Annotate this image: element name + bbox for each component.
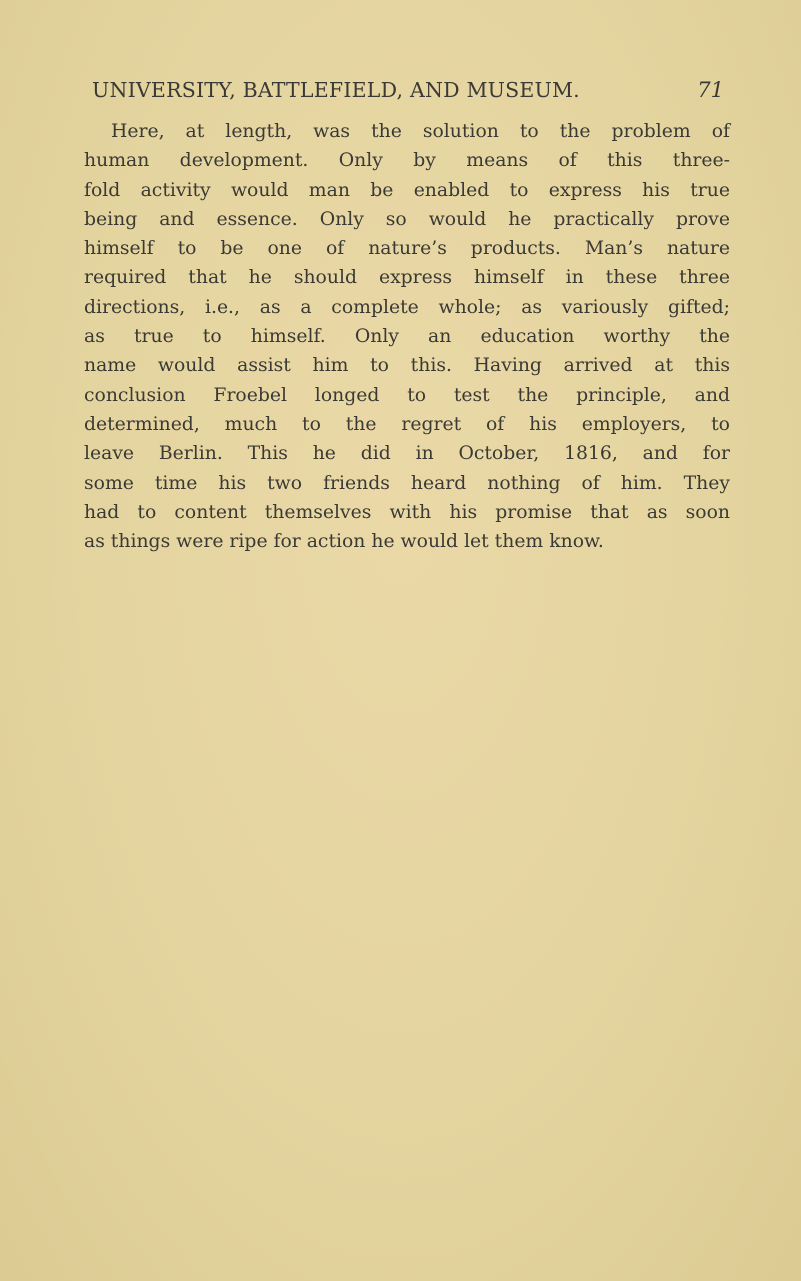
text-line: had to content themselves with his promise that as soon [84, 501, 730, 523]
running-head [92, 78, 724, 110]
page-number: 71 [697, 78, 724, 102]
text-line: human development. Only by means of this three- [84, 150, 730, 172]
text-line: as true to himself. Only an education worthy the [84, 326, 730, 348]
text-line: some time his two friends heard nothing of him. They [84, 472, 730, 494]
paragraph [84, 117, 730, 556]
text-line: himself to be one of nature’s products. Man’s nature [84, 238, 730, 260]
text-line: fold activity would man be enabled to express his true [84, 179, 730, 201]
text-line: as things were ripe for action he would let them know. [84, 531, 604, 553]
text-line: leave Berlin. This he did in October, 1816, and for [84, 443, 730, 465]
text-line: being and essence. Only so would he practically prove [84, 208, 730, 230]
text-line: conclusion Froebel longed to test the principle, and [84, 384, 730, 406]
text-line: determined, much to the regret of his employers, to [84, 413, 730, 435]
text-line: directions, i.e., as a complete whole; as variously gifted; [84, 296, 730, 318]
text-line: Here, at length, was the solution to the problem of [111, 121, 730, 142]
running-title: UNIVERSITY, BATTLEFIELD, AND MUSEUM. [92, 78, 580, 102]
text-line: required that he should express himself in these three [84, 267, 730, 289]
text-line: name would assist him to this. Having arrived at this [84, 355, 730, 377]
